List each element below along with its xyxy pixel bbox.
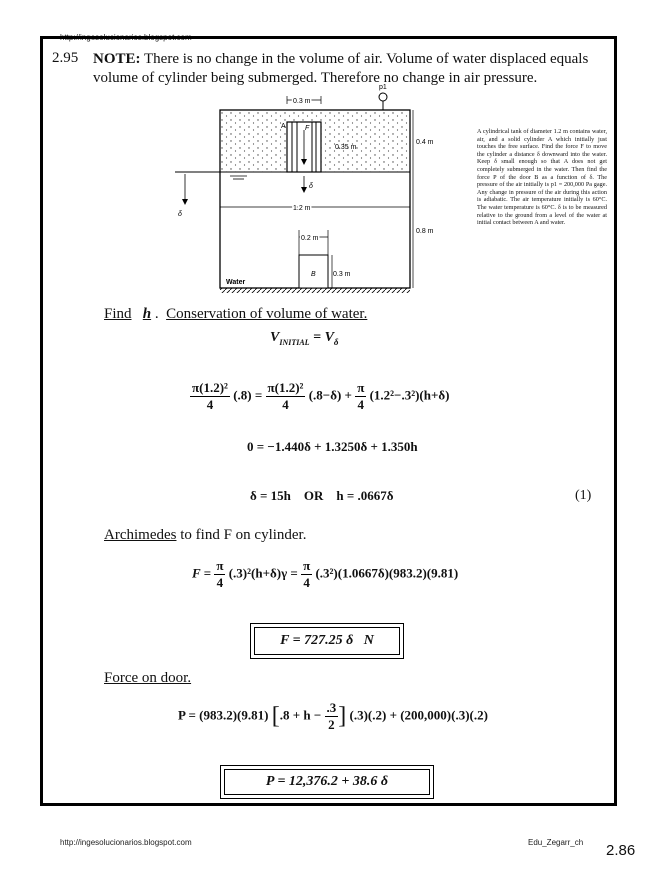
eq5-d2: 4: [303, 575, 310, 590]
archimedes-title: Archimedes: [104, 527, 177, 543]
equation-2: [190, 380, 449, 413]
equation-4-number: (1): [575, 488, 592, 503]
note-text: There is no change in the volume of air. Volume of water displaced equals volume of cylinder being submerged. Therefore no change in air pressure.: [93, 51, 589, 86]
problem-statement: A cylindrical tank of diameter 1.2 m contains water, air, and a solid cylinder A which initially just touches the free surface. Find the force F to move the cylinder a distance δ downward into the water. Keep δ small enough so that A does not get completely submerged in the water. Then find the force P of the door B as a function of δ. The pressure of the air initially is p1 = 200,000 Pa gage. Any change in pressure of the air during this action is adiabatic. The air temperature initially is 60°C. The water temperature is 60°C. δ is to be measured relative to the ground from a level of the water at initial contact between A and water.: [477, 128, 607, 227]
label-b: B: [311, 271, 316, 278]
section-archimedes: [104, 527, 306, 544]
label-water: Water: [226, 279, 246, 286]
label-delta-1: δ: [309, 183, 313, 190]
archimedes-rest: to find F on cylinder.: [180, 527, 307, 543]
eq6-n: .3: [326, 700, 337, 715]
result-box-p: P = 12,376.2 + 38.6 δ: [224, 769, 430, 795]
note-label: NOTE:: [93, 51, 141, 67]
dim-0-4: 0.4 m: [416, 139, 434, 146]
dim-1-2: 1.2 m: [293, 205, 311, 212]
top-url: http://ingesolucionarios.blogspot.com: [60, 33, 192, 42]
eq2-d1: 4: [206, 397, 214, 412]
eq2-t1: (.8) =: [233, 387, 263, 403]
eq2-n1: π(1.2)²: [192, 380, 228, 395]
eq6-a: P = (983.2)(9.81): [178, 707, 269, 723]
footer-url: http://ingesolucionarios.blogspot.com: [60, 838, 192, 847]
dim-0-3-top: 0.3 m: [293, 98, 311, 105]
equation-5: [192, 558, 458, 591]
equation-3: 0 = −1.440δ + 1.3250δ + 1.350h: [247, 439, 418, 454]
dim-0-2: 0.2 m: [301, 235, 319, 242]
equation-1: $V_{INITIAL} = V_\delta$: [270, 330, 339, 347]
page-number: 2.86: [606, 842, 636, 859]
find-word: Find: [104, 306, 132, 322]
eq6-b: .8 + h −: [279, 707, 322, 723]
label-f: F: [305, 125, 310, 132]
eq2-n3: π: [357, 380, 365, 395]
eq5-d: 4: [216, 575, 224, 590]
equation-4: δ = 15h OR h = .0667δ: [250, 488, 394, 503]
section-force-on-door: Force on door.: [104, 670, 192, 686]
dim-0-8: 0.8 m: [416, 228, 434, 235]
dim-0-3-door: 0.3 m: [333, 271, 351, 278]
label-a: A: [281, 123, 286, 130]
tank-figure: [175, 84, 465, 305]
label-0-35: 0.35 m: [335, 144, 357, 151]
label-p1: p1: [379, 84, 387, 91]
find-rest: Conservation of volume of water.: [166, 306, 368, 322]
footer-author: Edu_Zegarr_ch: [528, 838, 584, 847]
problem-number: 2.95: [52, 50, 79, 66]
section-find-h: Find h . Conservation of volume of water.: [104, 306, 368, 322]
eq2-d2: 4: [282, 397, 289, 412]
eq2-n2: π(1.2)²: [267, 380, 304, 395]
eq1-lhs: V: [270, 330, 280, 345]
eq5-t2: (.3²)(1.0667δ)(983.2)(9.81): [315, 565, 459, 581]
note-paragraph: [93, 50, 593, 88]
eq5-n: π: [216, 558, 224, 573]
eq6-c: (.3)(.2) + (200,000)(.3)(.2): [349, 707, 488, 723]
eq6-d: 2: [328, 717, 335, 732]
eq1-rhs-sub: δ: [333, 336, 339, 347]
result-box-f: F = 727.25 δ N: [254, 627, 400, 655]
label-delta-2: δ: [178, 211, 182, 218]
eq5-lhs: F =: [192, 565, 212, 581]
find-var: h: [142, 306, 152, 322]
eq5-n2: π: [303, 558, 311, 573]
eq1-rhs: V: [324, 330, 334, 345]
eq2-d3: 4: [357, 397, 364, 412]
equation-6: P = (983.2)(9.81) [.8 + h − $\frac{.3}{2}$ ] (.3)(.2) + (200,000)(.3)(.2): [178, 700, 488, 732]
eq5-t1: (.3)²(h+δ)γ =: [228, 565, 298, 581]
eq2-t3: (1.2²−.3²)(h+δ): [369, 387, 450, 403]
eq1-lhs-sub: INITIAL: [279, 337, 310, 347]
eq2-t2: (.8−δ) +: [308, 387, 352, 403]
